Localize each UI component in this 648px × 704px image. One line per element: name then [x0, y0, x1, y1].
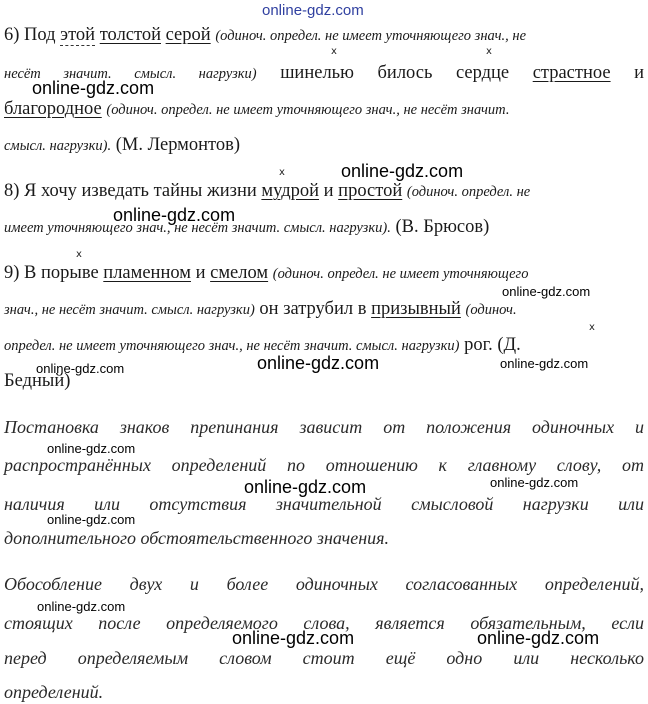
watermark-top: online-gdz.com — [262, 2, 364, 19]
watermark: online-gdz.com — [341, 161, 464, 181]
ex8-line1: 8) Я хочу изведать тайны жизни мудрой и простой (одиноч. определ. не — [4, 181, 531, 201]
ex6-note: несёт значит. смысл. нагрузки — [4, 66, 252, 82]
watermark: online-gdz.com — [500, 356, 589, 371]
mark-x: x — [589, 322, 595, 333]
mark-x: x — [486, 46, 492, 57]
ex6-line2: несёт значит. смысл. нагрузки) шинелью билось сердце страстное и — [4, 63, 645, 83]
ex9-line1: 9) В порыве пламенном и смелом (одиноч. определ. не имеет уточняющего — [4, 263, 529, 283]
watermark: online-gdz.com — [232, 628, 355, 648]
ex9-note: одиноч. определ. не имеет уточняющего — [277, 266, 529, 282]
para1-line: дополнительного обстоятельственного значения. — [4, 528, 390, 548]
para1-line: наличия или отсутствия значительной смысловой нагрузки или — [4, 494, 644, 514]
ex9-word-underlined: смелом — [210, 263, 269, 283]
ex6-note: одиноч. определ. не имеет уточняющего знач., не — [220, 28, 527, 44]
ex6-note: смысл. нагрузки — [4, 138, 103, 154]
para2-line: перед определяемым словом стоит ещё одно или несколько — [4, 648, 644, 668]
watermark: online-gdz.com — [113, 205, 236, 225]
mark-x: x — [76, 249, 82, 260]
ex6-word-underlined: толстой — [99, 25, 161, 45]
mark-x: x — [331, 46, 337, 57]
ex6-author: (М. Лермонтов) — [115, 135, 241, 155]
ex8-author: (В. Брюсов) — [395, 217, 490, 237]
para1-line: Постановка знаков препинания зависит от положения одиночных и — [4, 417, 644, 437]
watermark: online-gdz.com — [47, 512, 136, 527]
ex6-word-underlined: страстное — [532, 63, 611, 83]
ex8-note: имеет уточняющего знач., не несёт значит. смысл. нагрузки — [4, 220, 383, 236]
watermark: online-gdz.com — [244, 477, 367, 497]
watermark: online-gdz.com — [502, 284, 591, 299]
para2-line: Обособление двух и более одиночных согласованных определений, — [4, 574, 644, 594]
ex9-line2: знач., не несёт значит. смысл. нагрузки) он затрубил в призывный (одиноч. — [4, 299, 517, 319]
ex8-word-underlined: простой — [338, 181, 403, 201]
watermark: online-gdz.com — [257, 353, 380, 373]
para1-line: распространённых определений по отношению к главному слову, от — [4, 455, 644, 475]
ex6-word-underlined: серой — [165, 25, 211, 45]
mark-x: x — [279, 167, 285, 178]
ex6-word-underlined: благородное — [4, 99, 102, 119]
ex8-line2: имеет уточняющего знач., не несёт значит. смысл. нагрузки). (В. Брюсов) — [4, 217, 490, 237]
watermark: online-gdz.com — [32, 78, 155, 98]
ex6-line3: благородное (одиноч. определ. не имеет уточняющего знач., не несёт значит. — [4, 99, 510, 119]
ex8-word-underlined: мудрой — [261, 181, 320, 201]
ex9-word-underlined: призывный — [371, 299, 461, 319]
ex9-note: знач., не несёт значит. смысл. нагрузки — [4, 302, 250, 318]
para2-line: определений. — [4, 682, 104, 702]
ex9-line3: определ. не имеет уточняющего знач., не несёт значит. смысл. нагрузки) рог. (Д. — [4, 335, 521, 355]
ex6-line1: 6) Под этой толстой серой (одиноч. определ. не имеет уточняющего знач., не — [4, 25, 527, 45]
para2-line: стоящих после определяемого слова, является обязательным, если — [4, 613, 644, 633]
ex9-author: (Д. — [497, 335, 521, 355]
watermark: online-gdz.com — [37, 599, 126, 614]
ex6-note: одиноч. определ. не имеет уточняющего знач., не несёт значит. — [111, 102, 510, 118]
watermark: online-gdz.com — [477, 628, 600, 648]
ex9-author: Бедный) — [4, 371, 71, 391]
ex9-note: одиноч. — [470, 302, 517, 318]
ex6-line4: смысл. нагрузки). (М. Лермонтов) — [4, 135, 241, 155]
ex8-note: одиноч. определ. не — [411, 184, 531, 200]
watermark: online-gdz.com — [490, 475, 579, 490]
ex9-note: определ. не имеет уточняющего знач., не несёт значит. смысл. нагрузки — [4, 338, 455, 354]
ex6-word-dashed: этой — [60, 25, 96, 45]
watermark: online-gdz.com — [36, 361, 125, 376]
ex9-word-underlined: пламенном — [103, 263, 191, 283]
watermark: online-gdz.com — [47, 441, 136, 456]
